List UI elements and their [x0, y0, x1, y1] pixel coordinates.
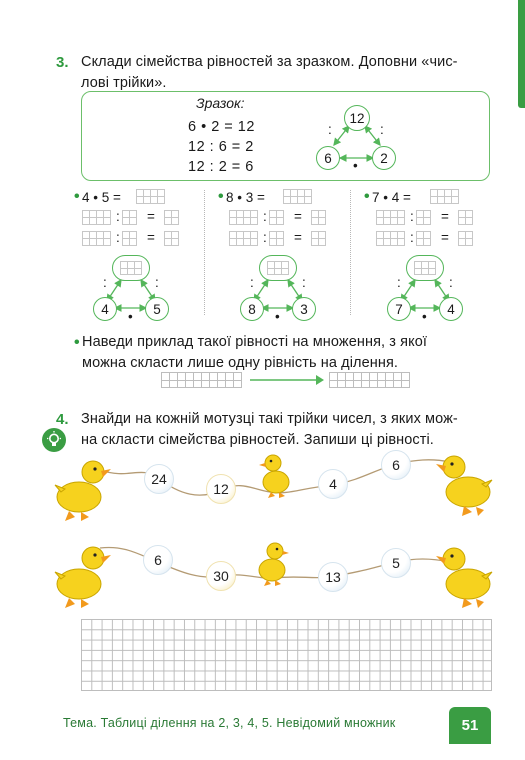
- answer-grid[interactable]: [229, 210, 258, 225]
- triangle-2-top-circle[interactable]: [259, 255, 297, 281]
- answer-grid[interactable]: [376, 231, 405, 246]
- answer-grid[interactable]: [136, 189, 165, 204]
- answer-grid[interactable]: [283, 189, 312, 204]
- exercise-1-bullet: •: [74, 188, 80, 205]
- rope-2-bead-2[interactable]: 30: [206, 561, 236, 591]
- duck-icon: [53, 542, 111, 610]
- sample-circle-right: 2: [372, 146, 396, 170]
- sample-op-bottom: •: [353, 158, 358, 173]
- chapter-marker: [518, 0, 525, 108]
- rope-2-bead-3[interactable]: 13: [318, 562, 348, 592]
- answer-grid[interactable]: [164, 231, 179, 246]
- triangle-3-top-circle[interactable]: [406, 255, 444, 281]
- sample-equation-3: 12 : 2 = 6: [188, 159, 254, 175]
- sample-equation-1: 6 • 2 = 12: [188, 119, 255, 135]
- colon-sign: :: [263, 209, 267, 224]
- dot-sign: •: [128, 309, 133, 324]
- answer-grid[interactable]: [376, 210, 405, 225]
- answer-grid[interactable]: [120, 261, 142, 275]
- arrow-right-icon: [248, 374, 326, 386]
- answer-grid-multiplication[interactable]: [161, 372, 242, 388]
- extra-bullet: •: [74, 334, 80, 351]
- task-4-text-line2: на скласти сімейства рівностей. Запиши ці рівності.: [81, 432, 434, 448]
- rope-2-bead-4[interactable]: 5: [381, 548, 411, 578]
- rope-2-bead-1[interactable]: 6: [143, 545, 173, 575]
- duck-icon: [53, 457, 111, 523]
- answer-grid[interactable]: [430, 189, 459, 204]
- duck-icon: [436, 544, 494, 610]
- equals-sign: =: [441, 230, 449, 245]
- rope-1-bead-2[interactable]: 12: [206, 474, 236, 504]
- answer-grid[interactable]: [311, 210, 326, 225]
- colon-sign: :: [155, 275, 159, 290]
- lightbulb-icon: [42, 428, 66, 452]
- answer-grid[interactable]: [311, 231, 326, 246]
- answer-grid[interactable]: [416, 231, 431, 246]
- sample-circle-left: 6: [316, 146, 340, 170]
- colon-sign: :: [397, 275, 401, 290]
- answer-grid[interactable]: [229, 231, 258, 246]
- task-3-number: 3.: [56, 54, 69, 71]
- colon-sign: :: [116, 230, 120, 245]
- task-4-number: 4.: [56, 411, 69, 428]
- answer-grid[interactable]: [414, 261, 436, 275]
- sample-box: [81, 91, 490, 181]
- answer-grid[interactable]: [122, 210, 137, 225]
- answer-grid[interactable]: [269, 210, 284, 225]
- column-divider: [204, 190, 205, 315]
- answer-grid[interactable]: [164, 210, 179, 225]
- duck-icon: [255, 540, 289, 586]
- triangle-2-left-circle: 8: [240, 297, 264, 321]
- dot-sign: •: [275, 309, 280, 324]
- colon-sign: :: [410, 209, 414, 224]
- task-4-text-line1: Знайди на кожній мотузці такі трійки чисел, з яких мож-: [81, 411, 458, 427]
- sample-title: Зразок:: [196, 95, 245, 111]
- exercise-2-expression: 8 • 3 =: [226, 190, 265, 205]
- rope-1-bead-4[interactable]: 6: [381, 450, 411, 480]
- equals-sign: =: [441, 209, 449, 224]
- triangle-1-left-circle: 4: [93, 297, 117, 321]
- equals-sign: =: [147, 209, 155, 224]
- exercise-3-bullet: •: [364, 188, 370, 205]
- equals-sign: =: [294, 230, 302, 245]
- footer-topic: Тема. Таблиці ділення на 2, 3, 4, 5. Невідомий множник: [63, 716, 396, 730]
- rope-1-bead-1[interactable]: 24: [144, 464, 174, 494]
- colon-sign: :: [103, 275, 107, 290]
- task-3-text: [81, 52, 496, 94]
- extra-question-line1: Наведи приклад такої рівності на множення, з якої: [82, 334, 428, 350]
- exercise-3-expression: 7 • 4 =: [372, 190, 411, 205]
- writing-grid[interactable]: [81, 619, 492, 691]
- colon-sign: :: [302, 275, 306, 290]
- equals-sign: =: [147, 230, 155, 245]
- dot-sign: •: [422, 309, 427, 324]
- answer-grid-division[interactable]: [329, 372, 410, 388]
- answer-grid[interactable]: [416, 210, 431, 225]
- duck-icon: [436, 452, 494, 518]
- answer-grid[interactable]: [458, 210, 473, 225]
- extra-question-line2: можна скласти лише одну рівність на ділення.: [82, 355, 399, 371]
- answer-grid[interactable]: [82, 231, 111, 246]
- colon-sign: :: [250, 275, 254, 290]
- column-divider: [350, 190, 351, 315]
- task-3-text-line2: лові трійки».: [81, 75, 167, 91]
- sample-equation-2: 12 : 6 = 2: [188, 139, 254, 155]
- answer-grid[interactable]: [82, 210, 111, 225]
- answer-grid[interactable]: [122, 231, 137, 246]
- exercise-1-expression: 4 • 5 =: [82, 190, 121, 205]
- triangle-3-left-circle: 7: [387, 297, 411, 321]
- triangle-1-top-circle[interactable]: [112, 255, 150, 281]
- page-number: 51: [449, 707, 491, 744]
- exercise-2-bullet: •: [218, 188, 224, 205]
- duck-icon: [259, 452, 293, 498]
- triangle-3-right-circle: 4: [439, 297, 463, 321]
- answer-grid[interactable]: [458, 231, 473, 246]
- colon-sign: :: [116, 209, 120, 224]
- rope-1-bead-3[interactable]: 4: [318, 469, 348, 499]
- sample-op-right: :: [380, 122, 384, 137]
- triangle-2-right-circle: 3: [292, 297, 316, 321]
- answer-grid[interactable]: [267, 261, 289, 275]
- answer-grid[interactable]: [269, 231, 284, 246]
- colon-sign: :: [263, 230, 267, 245]
- task-4-text: [81, 409, 496, 451]
- equals-sign: =: [294, 209, 302, 224]
- sample-circle-top: 12: [344, 105, 370, 131]
- colon-sign: :: [449, 275, 453, 290]
- colon-sign: :: [410, 230, 414, 245]
- task-3-text-line1: Склади сімейства рівностей за зразком. Доповни «чис-: [81, 54, 458, 70]
- extra-question: [82, 332, 492, 374]
- triangle-1-right-circle: 5: [145, 297, 169, 321]
- sample-op-left: :: [328, 122, 332, 137]
